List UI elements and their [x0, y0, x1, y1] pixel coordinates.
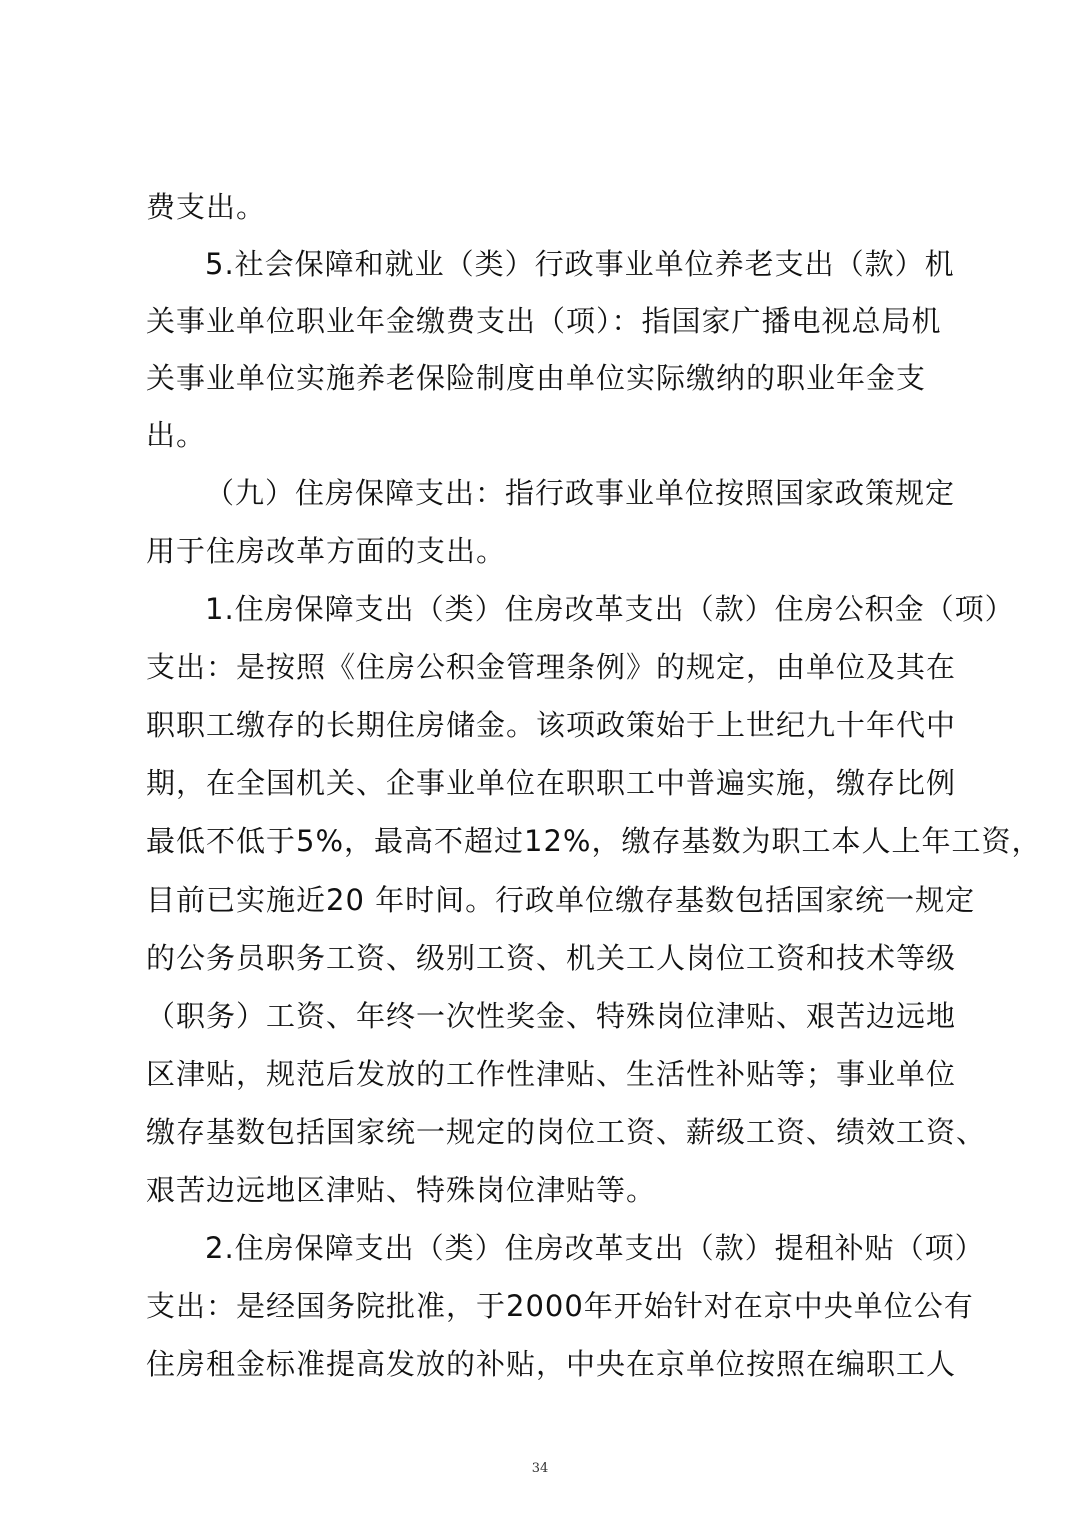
text-line: 1.住房保障支出（类）住房改革支出（款）住房公积金（项） — [205, 592, 1015, 626]
text-line: 2.住房保障支出（类）住房改革支出（款）提租补贴（项） — [205, 1231, 985, 1265]
text-line: 的公务员职务工资、级别工资、机关工人岗位工资和技术等级 — [146, 941, 957, 975]
text-line: 缴存基数包括国家统一规定的岗位工资、薪级工资、绩效工资、 — [146, 1115, 987, 1149]
text-line: （九）住房保障支出：指行政事业单位按照国家政策规定 — [205, 476, 956, 510]
text-line: 出。 — [146, 418, 207, 452]
text-line: 关事业单位职业年金缴费支出（项）：指国家广播电视总局机 — [146, 304, 942, 338]
text-line: 期，在全国机关、企事业单位在职职工中普遍实施，缴存比例 — [146, 766, 957, 800]
text-line: 区津贴，规范后发放的工作性津贴、生活性补贴等；事业单位 — [146, 1057, 957, 1091]
text-line: 最低不低于5%，最高不超过12%，缴存基数为职工本人上年工资， — [146, 824, 1042, 858]
text-line: 住房租金标准提高发放的补贴，中央在京单位按照在编职工人 — [146, 1347, 957, 1381]
text-line: 目前已实施近20 年时间。行政单位缴存基数包括国家统一规定 — [146, 883, 976, 917]
text-line: 艰苦边远地区津贴、特殊岗位津贴等。 — [146, 1173, 657, 1207]
text-line: 用于住房改革方面的支出。 — [146, 534, 507, 568]
text-line: 支出：是按照《住房公积金管理条例》的规定，由单位及其在 — [146, 650, 957, 684]
text-line: 关事业单位实施养老保险制度由单位实际缴纳的职业年金支 — [146, 361, 927, 395]
text-line: （职务）工资、年终一次性奖金、特殊岗位津贴、艰苦边远地 — [146, 999, 957, 1033]
text-line: 5.社会保障和就业（类）行政事业单位养老支出（款）机 — [205, 247, 955, 281]
text-line: 职职工缴存的长期住房储金。该项政策始于上世纪九十年代中 — [146, 708, 957, 742]
text-line: 费支出。 — [146, 190, 267, 224]
page-number: 34 — [531, 1461, 549, 1476]
text-line: 支出：是经国务院批准，于2000年开始针对在京中央单位公有 — [146, 1289, 974, 1323]
